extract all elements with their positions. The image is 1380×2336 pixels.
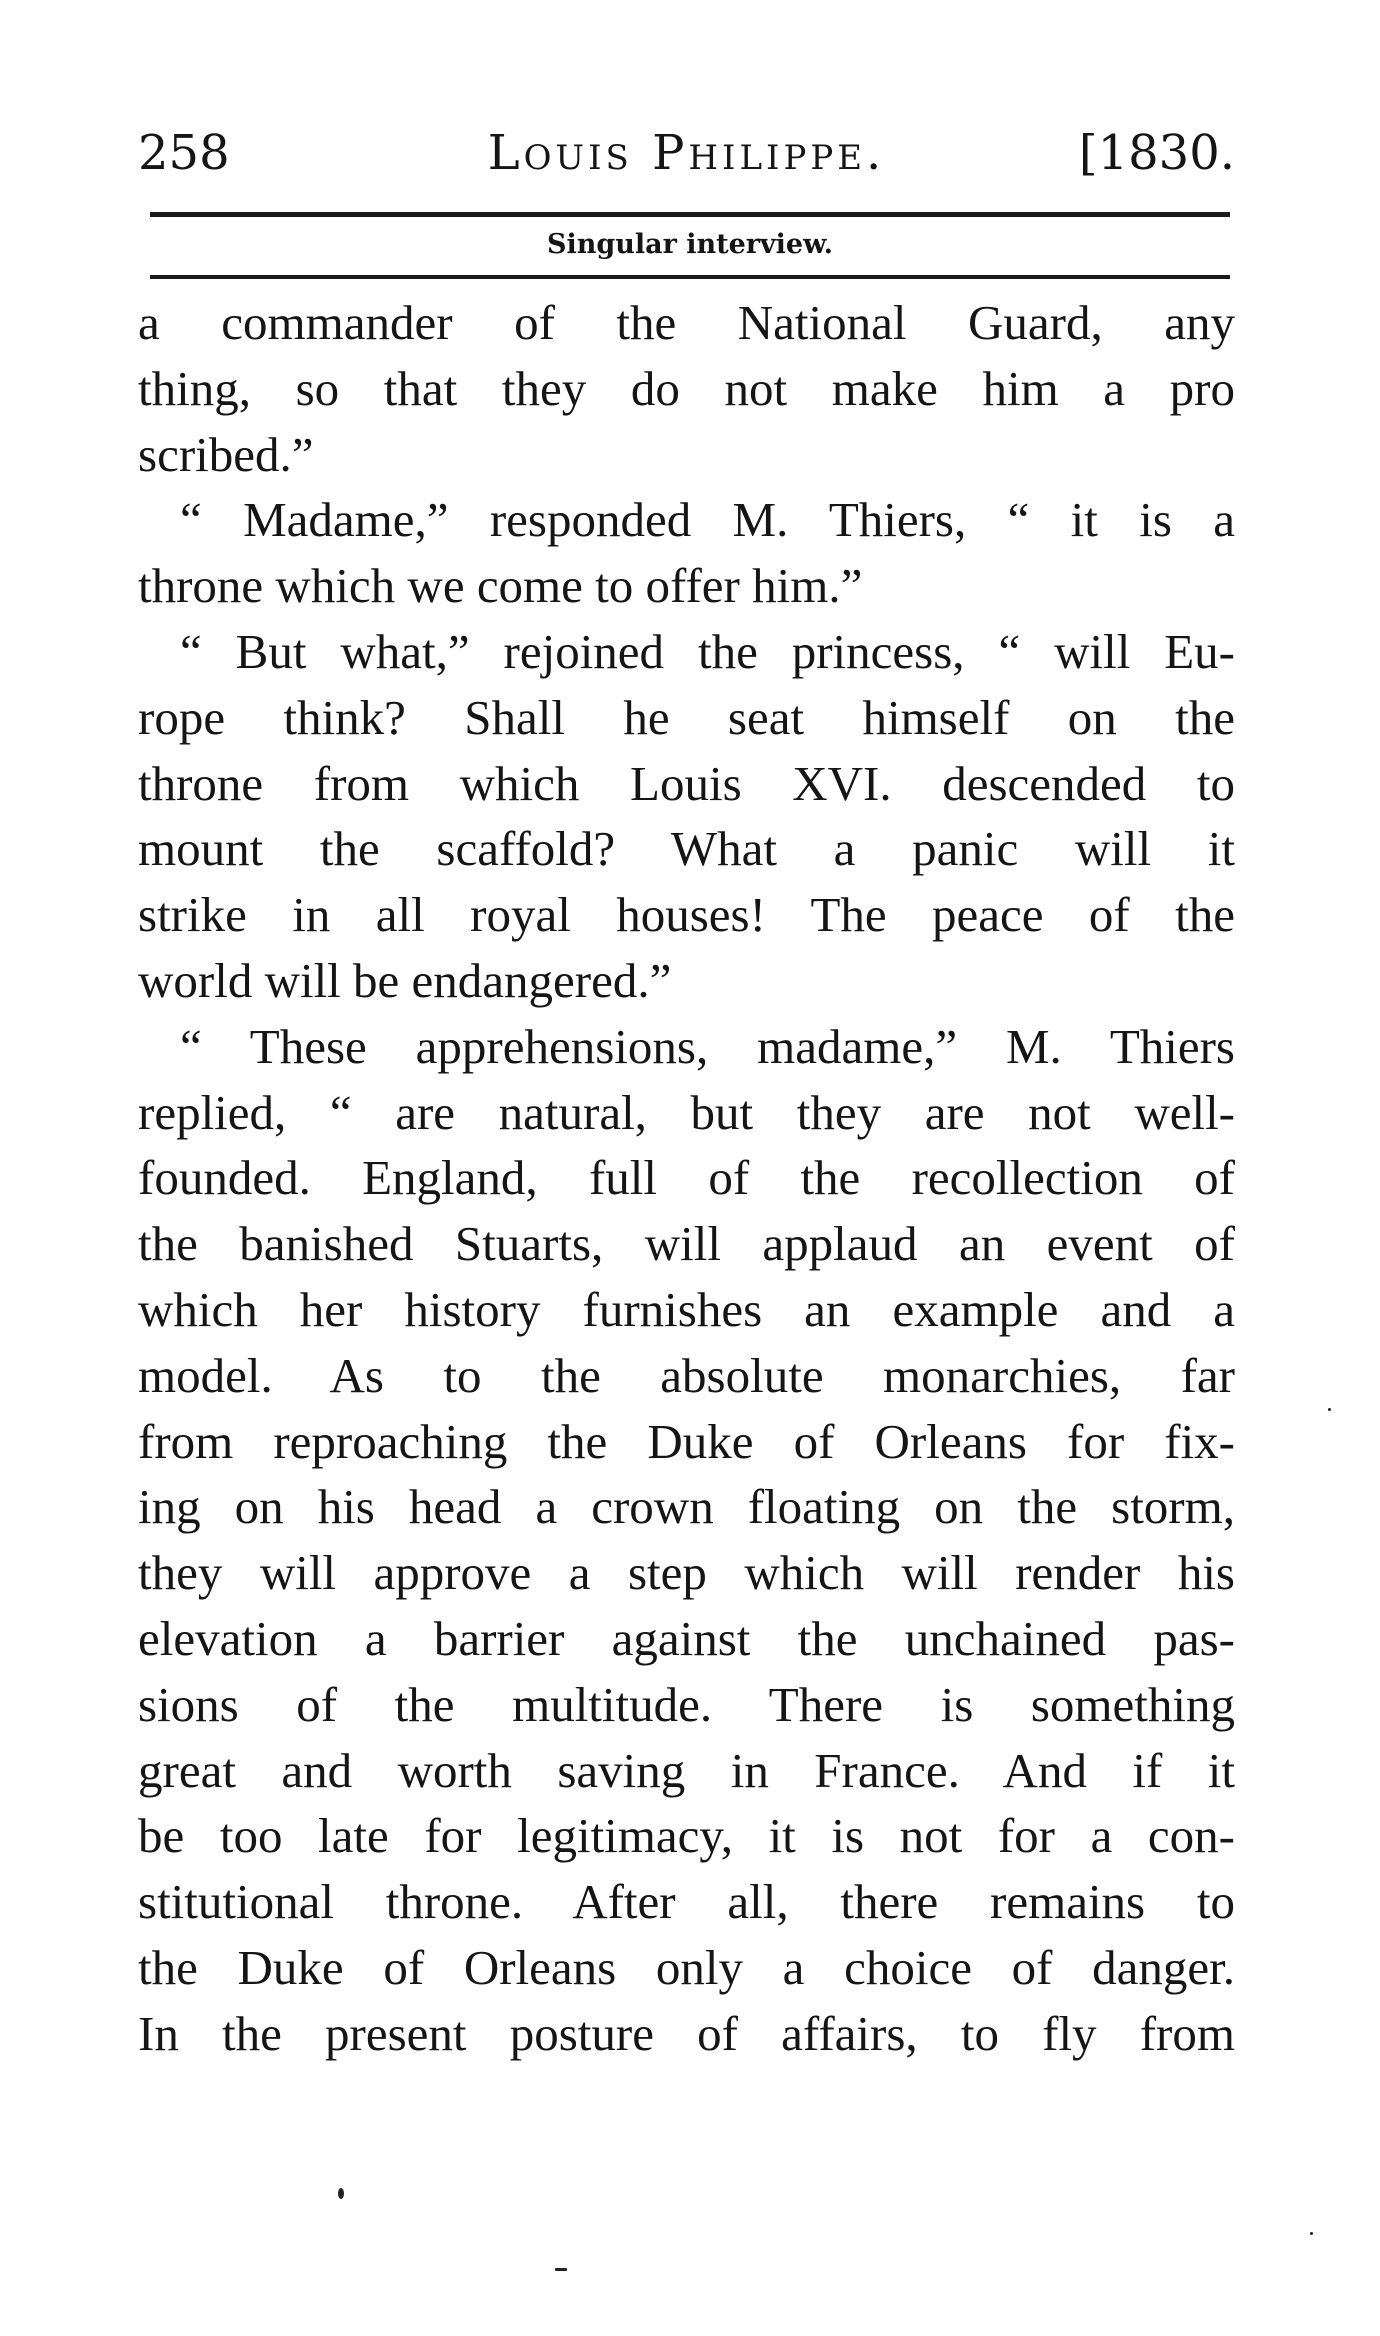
text-line: rope think? Shall he seat himself on the xyxy=(138,689,1235,745)
text-line: from reproaching the Duke of Orleans for fix- xyxy=(138,1413,1235,1469)
text-line: “ These apprehensions, madame,” M. Thiers xyxy=(180,1018,1235,1074)
body-text xyxy=(138,290,1235,2067)
text-line: world will be endangered.” xyxy=(138,952,672,1008)
text-line: “ Madame,” responded M. Thiers, “ it is a xyxy=(180,492,1235,548)
text-line: ing on his head a crown floating on the storm, xyxy=(138,1479,1235,1535)
header-rule-top xyxy=(150,212,1230,217)
print-speck xyxy=(1310,2232,1313,2235)
text-line: model. As to the absolute monarchies, far xyxy=(138,1347,1235,1403)
header-rule-bottom-right xyxy=(1080,275,1230,279)
text-line: mount the scaffold? What a panic will it xyxy=(138,821,1235,877)
page-number: 258 xyxy=(138,125,230,181)
print-speck xyxy=(338,2188,344,2199)
section-heading: Singular interview. xyxy=(546,229,834,260)
book-title: Louis Philippe. xyxy=(487,125,886,181)
text-line: founded. England, full of the recollection of xyxy=(138,1150,1235,1206)
print-speck xyxy=(555,2268,567,2271)
text-line: the banished Stuarts, will applaud an event of xyxy=(138,1216,1235,1272)
text-line: be too late for legitimacy, it is not for a con- xyxy=(138,1808,1235,1864)
text-line: the Duke of Orleans only a choice of danger. xyxy=(138,1939,1235,1995)
print-speck xyxy=(1328,1408,1331,1411)
year-marker: [1830. xyxy=(1078,125,1235,181)
text-line: replied, “ are natural, but they are not well- xyxy=(138,1084,1235,1140)
text-line: “ But what,” rejoined the princess, “ will Eu- xyxy=(180,623,1235,679)
text-line: great and worth saving in France. And if it xyxy=(138,1742,1235,1798)
text-line: sions of the multitude. There is something xyxy=(138,1676,1235,1732)
text-line: elevation a barrier against the unchained pas- xyxy=(138,1610,1235,1666)
text-line: In the present posture of affairs, to fly from xyxy=(138,2005,1235,2061)
text-line: they will approve a step which will render his xyxy=(138,1545,1235,1601)
text-line: throne which we come to offer him.” xyxy=(138,558,863,614)
header-rule-bottom-left xyxy=(150,275,1135,279)
text-line: which her history furnishes an example and a xyxy=(138,1281,1235,1337)
text-line: a commander of the National Guard, any xyxy=(138,295,1235,350)
running-head xyxy=(138,118,1235,188)
text-line: throne from which Louis XVI. descended to xyxy=(138,755,1235,811)
text-line: scribed.” xyxy=(138,426,314,482)
text-line: strike in all royal houses! The peace of the xyxy=(138,887,1235,943)
text-line: thing, so that they do not make him a pro xyxy=(138,360,1235,416)
text-line: stitutional throne. After all, there remains to xyxy=(138,1874,1235,1930)
